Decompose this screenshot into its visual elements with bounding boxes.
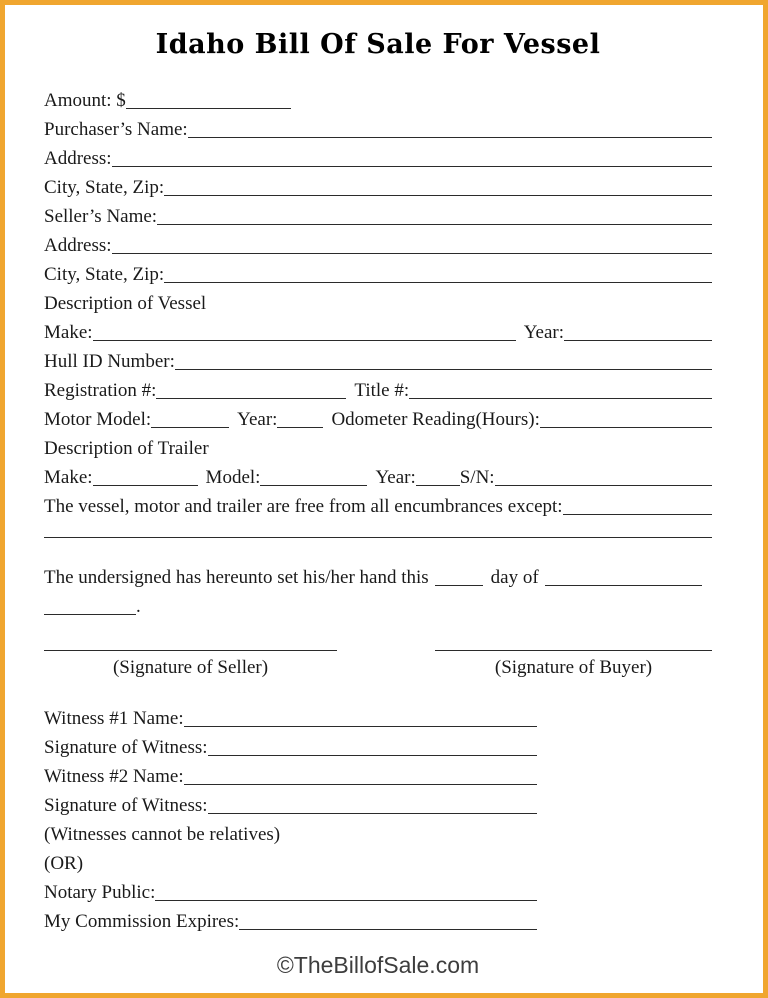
- witness-2-signature-label: Signature of Witness:: [44, 795, 208, 816]
- amount-label: Amount: $: [44, 90, 126, 111]
- motor-year-label: Year:: [237, 409, 278, 430]
- seller-name-label: Seller’s Name:: [44, 206, 158, 227]
- trailer-year-blank-line: [416, 485, 460, 486]
- trailer-model-blank-line: [260, 485, 367, 486]
- section-heading-description-of-vessel: [44, 289, 712, 318]
- form-row-witness-2-name: [44, 762, 537, 791]
- seller-address-blank-line: [112, 253, 712, 254]
- form-row-undersigned: [44, 563, 712, 592]
- witness-1-signature-blank-line: [208, 755, 537, 756]
- description-of-trailer-label: Description of Trailer: [44, 438, 209, 459]
- sentence-period: .: [136, 596, 141, 617]
- trailer-sn-label: S/N:: [459, 467, 495, 488]
- vessel-year-label: Year:: [523, 322, 564, 343]
- section-heading-description-of-trailer: [44, 434, 712, 463]
- form-row-year-continuation: [44, 592, 712, 621]
- description-of-vessel-label: Description of Vessel: [44, 293, 207, 314]
- trailer-sn-blank-line: [495, 485, 712, 486]
- witnesses-note-label: (Witnesses cannot be relatives): [44, 824, 281, 845]
- registration-no-label: Registration #:: [44, 380, 157, 401]
- undersigned-label: The undersigned has hereunto set his/her hand this: [44, 567, 429, 588]
- seller-city-state-zip-label: City, State, Zip:: [44, 264, 165, 285]
- form-row-purchaser-address: [44, 144, 712, 173]
- form-row-purchaser-name: [44, 115, 712, 144]
- hull-id-blank-line: [175, 369, 712, 370]
- form-row-witness-1-name: [44, 704, 537, 733]
- odometer-reading-label: Odometer Reading(Hours):: [331, 409, 540, 430]
- title-no-label: Title #:: [354, 380, 410, 401]
- motor-year-blank-line: [277, 427, 323, 428]
- witness-2-name-label: Witness #2 Name:: [44, 766, 184, 787]
- document-title: Idaho Bill Of Sale For Vessel: [155, 29, 601, 60]
- purchaser-address-blank-line: [112, 166, 712, 167]
- document-content: [5, 29, 763, 979]
- encumbrances-blank-line: [563, 514, 712, 515]
- witness-1-name-label: Witness #1 Name:: [44, 708, 184, 729]
- form-row-encumbrances-continuation: [44, 534, 712, 563]
- form-row-commission-expires: [44, 907, 537, 936]
- trailer-model-label: Model:: [205, 467, 261, 488]
- notary-public-label: Notary Public:: [44, 882, 156, 903]
- title-no-blank-line: [409, 398, 712, 399]
- signature-of-buyer-label: (Signature of Buyer): [494, 657, 653, 678]
- seller-city-state-zip-blank-line: [164, 282, 712, 283]
- month-blank-line: [545, 585, 702, 586]
- commission-expires-blank-line: [239, 929, 537, 930]
- purchaser-address-label: Address:: [44, 148, 112, 169]
- purchaser-name-label: Purchaser’s Name:: [44, 119, 188, 140]
- form-row-notary-public: [44, 878, 537, 907]
- odometer-reading-blank-line: [540, 427, 712, 428]
- form-row-registration-title: [44, 376, 712, 405]
- day-of-label: day of: [490, 567, 539, 588]
- commission-expires-label: My Commission Expires:: [44, 911, 240, 932]
- day-blank-line: [435, 585, 483, 586]
- form-rows: [44, 86, 712, 936]
- vessel-year-blank-line: [564, 340, 712, 341]
- hull-id-label: Hull ID Number:: [44, 351, 175, 372]
- seller-name-blank-line: [157, 224, 712, 225]
- trailer-year-label: Year:: [375, 467, 416, 488]
- witness-1-name-blank-line: [184, 726, 537, 727]
- amount-blank-line: [126, 108, 291, 109]
- witness-2-signature-blank-line: [208, 813, 537, 814]
- form-row-vessel-make-year: [44, 318, 712, 347]
- footer-credit: ©TheBillofSale.com: [276, 952, 480, 978]
- purchaser-name-blank-line: [188, 137, 712, 138]
- seller-address-label: Address:: [44, 235, 112, 256]
- form-row-purchaser-city-state-zip: [44, 173, 712, 202]
- encumbrances-label: The vessel, motor and trailer are free from all encumbrances except:: [44, 496, 563, 517]
- motor-model-label: Motor Model:: [44, 409, 152, 430]
- signature-labels-row: [44, 653, 712, 682]
- purchaser-city-state-zip-label: City, State, Zip:: [44, 177, 165, 198]
- form-row-encumbrances: [44, 492, 712, 521]
- form-row-seller-name: [44, 202, 712, 231]
- signature-lines-row: [44, 624, 712, 651]
- form-row-seller-address: [44, 231, 712, 260]
- seller-signature-blank-line: [44, 650, 337, 651]
- form-row-hull-id: [44, 347, 712, 376]
- witness-1-signature-label: Signature of Witness:: [44, 737, 208, 758]
- form-row-seller-city-state-zip: [44, 260, 712, 289]
- form-row-trailer-make-model-year-sn: [44, 463, 712, 492]
- encumbrances-continuation-blank-line: [44, 537, 712, 538]
- registration-no-blank-line: [156, 398, 346, 399]
- vessel-make-label: Make:: [44, 322, 93, 343]
- vessel-make-blank-line: [93, 340, 516, 341]
- witnesses-note-row: [44, 820, 712, 849]
- signature-of-seller-label: (Signature of Seller): [112, 657, 269, 678]
- or-row: [44, 849, 712, 878]
- trailer-make-blank-line: [93, 485, 198, 486]
- trailer-make-label: Make:: [44, 467, 93, 488]
- witness-2-name-blank-line: [184, 784, 537, 785]
- form-row-witness-2-signature: [44, 791, 537, 820]
- buyer-signature-blank-line: [435, 650, 712, 651]
- signature-label-gap: [337, 653, 435, 682]
- motor-model-blank-line: [151, 427, 229, 428]
- form-row-amount: [44, 86, 712, 115]
- year-continuation-blank-line: [44, 614, 136, 615]
- or-label: (OR): [44, 853, 84, 874]
- purchaser-city-state-zip-blank-line: [164, 195, 712, 196]
- notary-public-blank-line: [155, 900, 537, 901]
- form-row-motor-model-year-odometer: [44, 405, 712, 434]
- form-row-witness-1-signature: [44, 733, 537, 762]
